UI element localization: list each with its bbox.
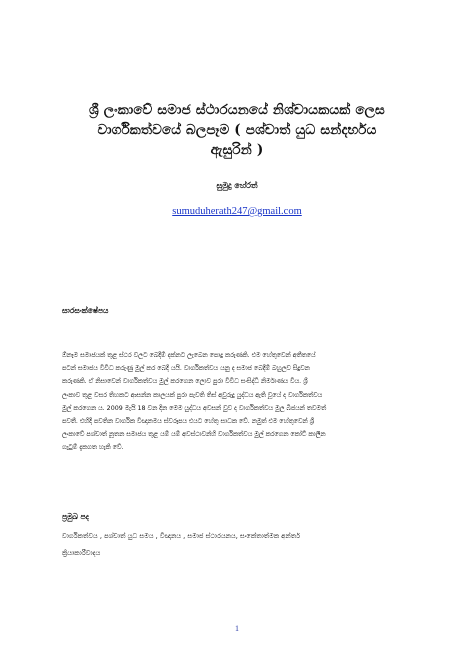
abstract-line: ලංකාව තුළ වසර තිහකට ආසන්න කාලයක් පුරා පැවති තිස් අවුරුදු යුද්ධය ඇති වූයේ ද වාර්ගිකත්වය: [62, 391, 323, 399]
title-line-2: වාර්ගිකත්වයේ බලපෑම ( පශ්චාත් යුධ සන්දර්භය: [97, 122, 377, 138]
author-email-link[interactable]: sumuduherath247@gmail.com: [172, 206, 302, 217]
abstract-line: ඕනෑම සමාජයක් තුළ ස්ථර වලට බෙදීම් දක්නට ලැබෙන පොදු කරුණකි. එම හේතුවෙන් අතීතයේ: [62, 352, 316, 359]
abstract-line: මුල් කරගෙන ය. 2009 මැයි 18 වන දින මෙම යුද්ධය අවසන් වුව ද වාර්ගිකත්වය මුල බීජයන් තවමත්: [62, 404, 327, 412]
abstract-line: පටන් සමාජය විවිධ කරුණු මුල් කර බෙදී යයි. වාර්ගිකත්වය යනු ද සමාජ බෙදීම් බහුලව සිදුවන: [62, 365, 310, 373]
abstract-line: ගැටුම් දැකගත හැකි වේ.: [62, 444, 124, 452]
page-number: 1: [235, 624, 239, 633]
abstract-line: ලංකාවේ පශ්චාත් නූතන සමාජය තුළ යම් යම් අවස්ථාවන්හි වාර්ගිකත්වය මුල් කරගෙන කෝට් කාලීන: [62, 431, 326, 439]
keywords-line-2: ක්‍රියාකාරීවාදය: [62, 549, 101, 557]
keywords-heading: ප්‍රමුඛ පද: [62, 512, 89, 521]
abstract-heading: සාරසංක්ෂේපය: [62, 306, 109, 315]
title-line-1: ශ්‍රී ලංකාවේ සමාජ ස්ථාරයනයේ නිශ්චායකයක් ලෙස: [89, 102, 385, 118]
keywords-line-1: වාර්ගිකත්වය , පශ්චාත් යුධ සමය , විඥානය , සමාජ ස්ථාරයනය, සංකේතාත්මක අන්තර්: [62, 532, 301, 540]
author-name: සුමුදු හේරත්: [216, 181, 258, 190]
title-line-3: ඇසුරින් ): [210, 142, 264, 158]
abstract-line: පවතී. එහිදී පවතින වාර්ගික විඥානමය ස්වරූපය එයට හේතු සාධක වේ. නමුත් එම හේතුවෙන් ශ්‍රී: [62, 418, 315, 426]
keywords-body: [62, 528, 412, 562]
abstract-body: [62, 349, 412, 455]
abstract-line: කරුණකි. ඒ නිසාවෙන් වාර්ගිකත්වය මුල් කරගෙන ලොව පුරා විවිධ සංසිද්ධි නිර්මාණය විය. ශ්‍රී: [62, 378, 308, 386]
paper-title: [40, 100, 434, 160]
